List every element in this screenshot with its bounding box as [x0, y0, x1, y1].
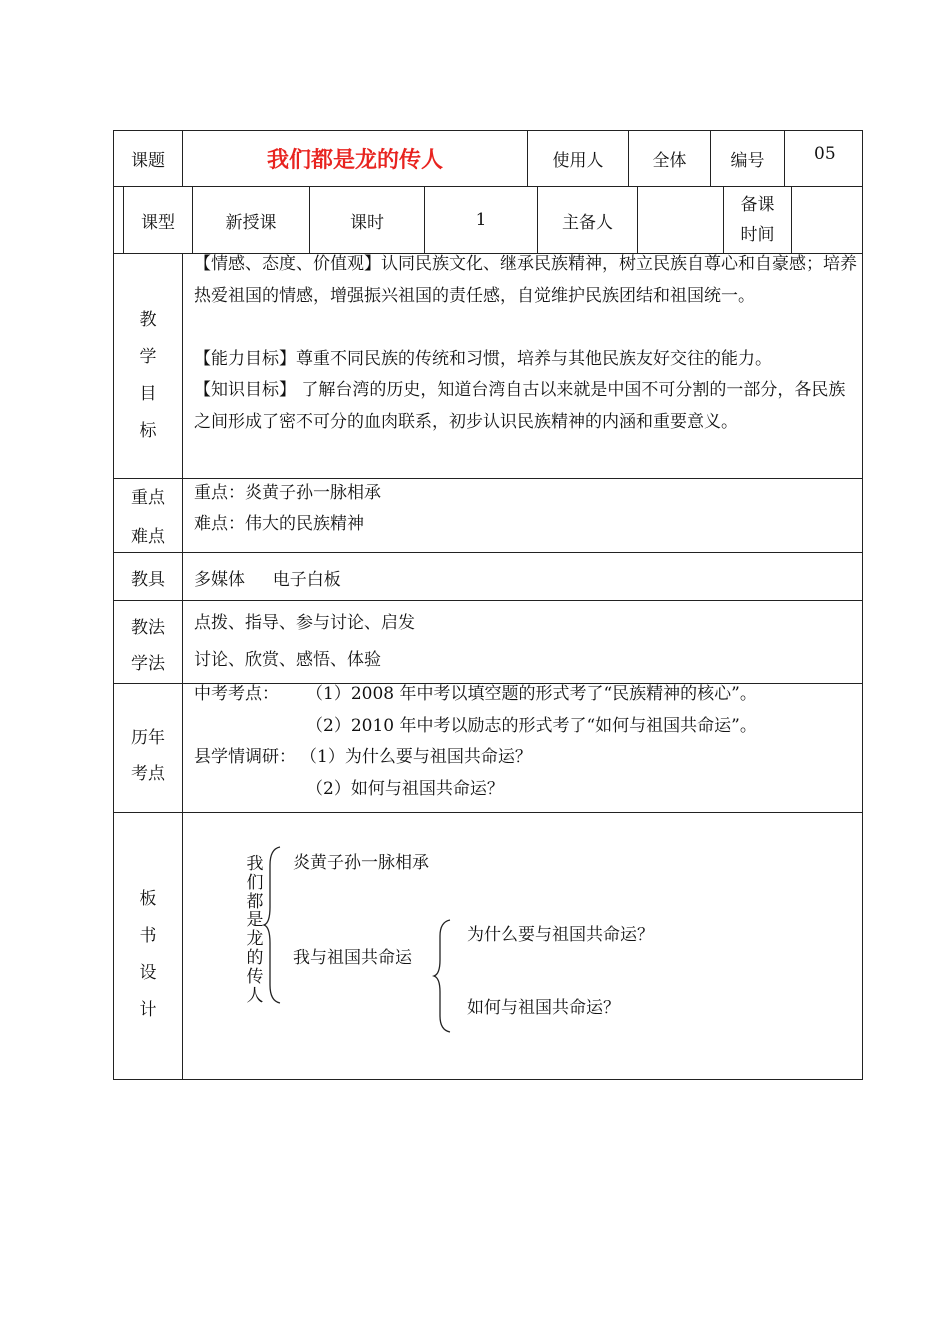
label-prep-time-line2: 时间	[740, 225, 775, 245]
difficult-point: 难点：伟大的民族精神	[194, 514, 364, 534]
board-brace-sub	[432, 918, 454, 1034]
label-prep-time	[724, 187, 791, 253]
prep-time-value	[792, 187, 862, 253]
board-root-char: 人	[246, 985, 264, 1006]
label-key-points: 重点	[131, 488, 165, 508]
teaching-method-value: 点拨、指导、参与讨论、启发	[194, 613, 415, 633]
label-board-char: 计	[139, 1000, 157, 1020]
preparer-value	[638, 187, 723, 253]
board-branch-1: 炎黄子孙一脉相承	[293, 853, 429, 873]
number-value: 05	[814, 144, 836, 164]
teaching-tools-value: 多媒体 电子白板	[194, 570, 341, 590]
board-brace-main	[262, 845, 284, 1005]
board-sub-2: 如何与祖国共命运？	[467, 998, 620, 1018]
user-value: 全体	[652, 151, 687, 171]
label-prep-time-line1: 备课	[740, 195, 775, 215]
board-root-char: 们	[246, 872, 264, 893]
exam-line3-prefix: 县学情调研：	[194, 747, 296, 767]
label-lesson-type: 课型	[141, 212, 175, 233]
exam-line1: （1）2008 年中考以填空题的形式考了“民族精神的核心”。	[306, 684, 757, 704]
goal-ability: 【能力目标】尊重不同民族的传统和习惯，培养与其他民族友好交往的能力。	[194, 349, 772, 369]
board-branch-2: 我与祖国共命运	[293, 948, 412, 968]
lesson-title: 我们都是龙的传人	[266, 147, 443, 173]
goal-knowledge: 【知识目标】 了解台湾的历史，知道台湾自古以来就是中国不可分割的一部分，各民族之间形成了密不可分的血肉联系，初步认识民族精神的内涵和重要意义。	[194, 380, 846, 432]
board-sub-1: 为什么要与祖国共命运？	[467, 925, 654, 945]
board-root-char: 是	[246, 910, 264, 931]
label-user: 使用人	[552, 151, 604, 171]
label-number: 编号	[730, 151, 765, 171]
label-lesson-title: 课题	[131, 151, 165, 171]
label-exam-points: 考点	[131, 764, 165, 784]
board-root-char: 都	[246, 891, 264, 912]
exam-line1-prefix: 中考考点：	[194, 684, 279, 704]
exam-line4: （2）如何与祖国共命运？	[306, 779, 504, 799]
label-past-exams: 历年	[131, 728, 165, 748]
label-teaching-tools: 教具	[131, 570, 165, 590]
exam-line2: （2）2010 年中考以励志的形式考了“如何与祖国共命运”。	[306, 716, 757, 736]
label-teaching-method: 教法	[131, 618, 165, 638]
label-teaching-goals	[136, 302, 160, 450]
label-goal-char: 教	[139, 310, 157, 330]
class-hours-value: 1	[475, 210, 487, 230]
board-root-char: 传	[246, 966, 264, 987]
board-root-char: 我	[246, 854, 264, 874]
label-board-char: 书	[139, 926, 157, 946]
label-goal-char: 学	[139, 347, 157, 367]
board-root-char: 的	[246, 947, 264, 968]
learning-method-value: 讨论、欣赏、感悟、体验	[194, 650, 381, 670]
lesson-type-value: 新授课	[225, 212, 277, 233]
exam-line3: （1）为什么要与祖国共命运？	[300, 747, 532, 767]
label-goal-char: 标	[139, 421, 157, 441]
label-class-hours: 课时	[350, 212, 384, 233]
goal-emotion: 【情感、态度、价值观】认同民族文化、继承民族精神，树立民族自尊心和自豪感；培养热爱祖国的情感，增强振兴祖国的责任感，自觉维护民族团结和祖国统一。	[194, 254, 857, 306]
label-learning-method: 学法	[131, 654, 165, 674]
label-preparer: 主备人	[562, 212, 613, 233]
label-board-char: 板	[139, 889, 157, 909]
board-root-char: 龙	[246, 929, 264, 950]
label-goal-char: 目	[139, 384, 157, 404]
label-board-char: 设	[139, 963, 157, 983]
key-point: 重点：炎黄子孙一脉相承	[194, 483, 381, 503]
label-board-design	[136, 881, 160, 1029]
label-difficult-points: 难点	[131, 527, 165, 547]
